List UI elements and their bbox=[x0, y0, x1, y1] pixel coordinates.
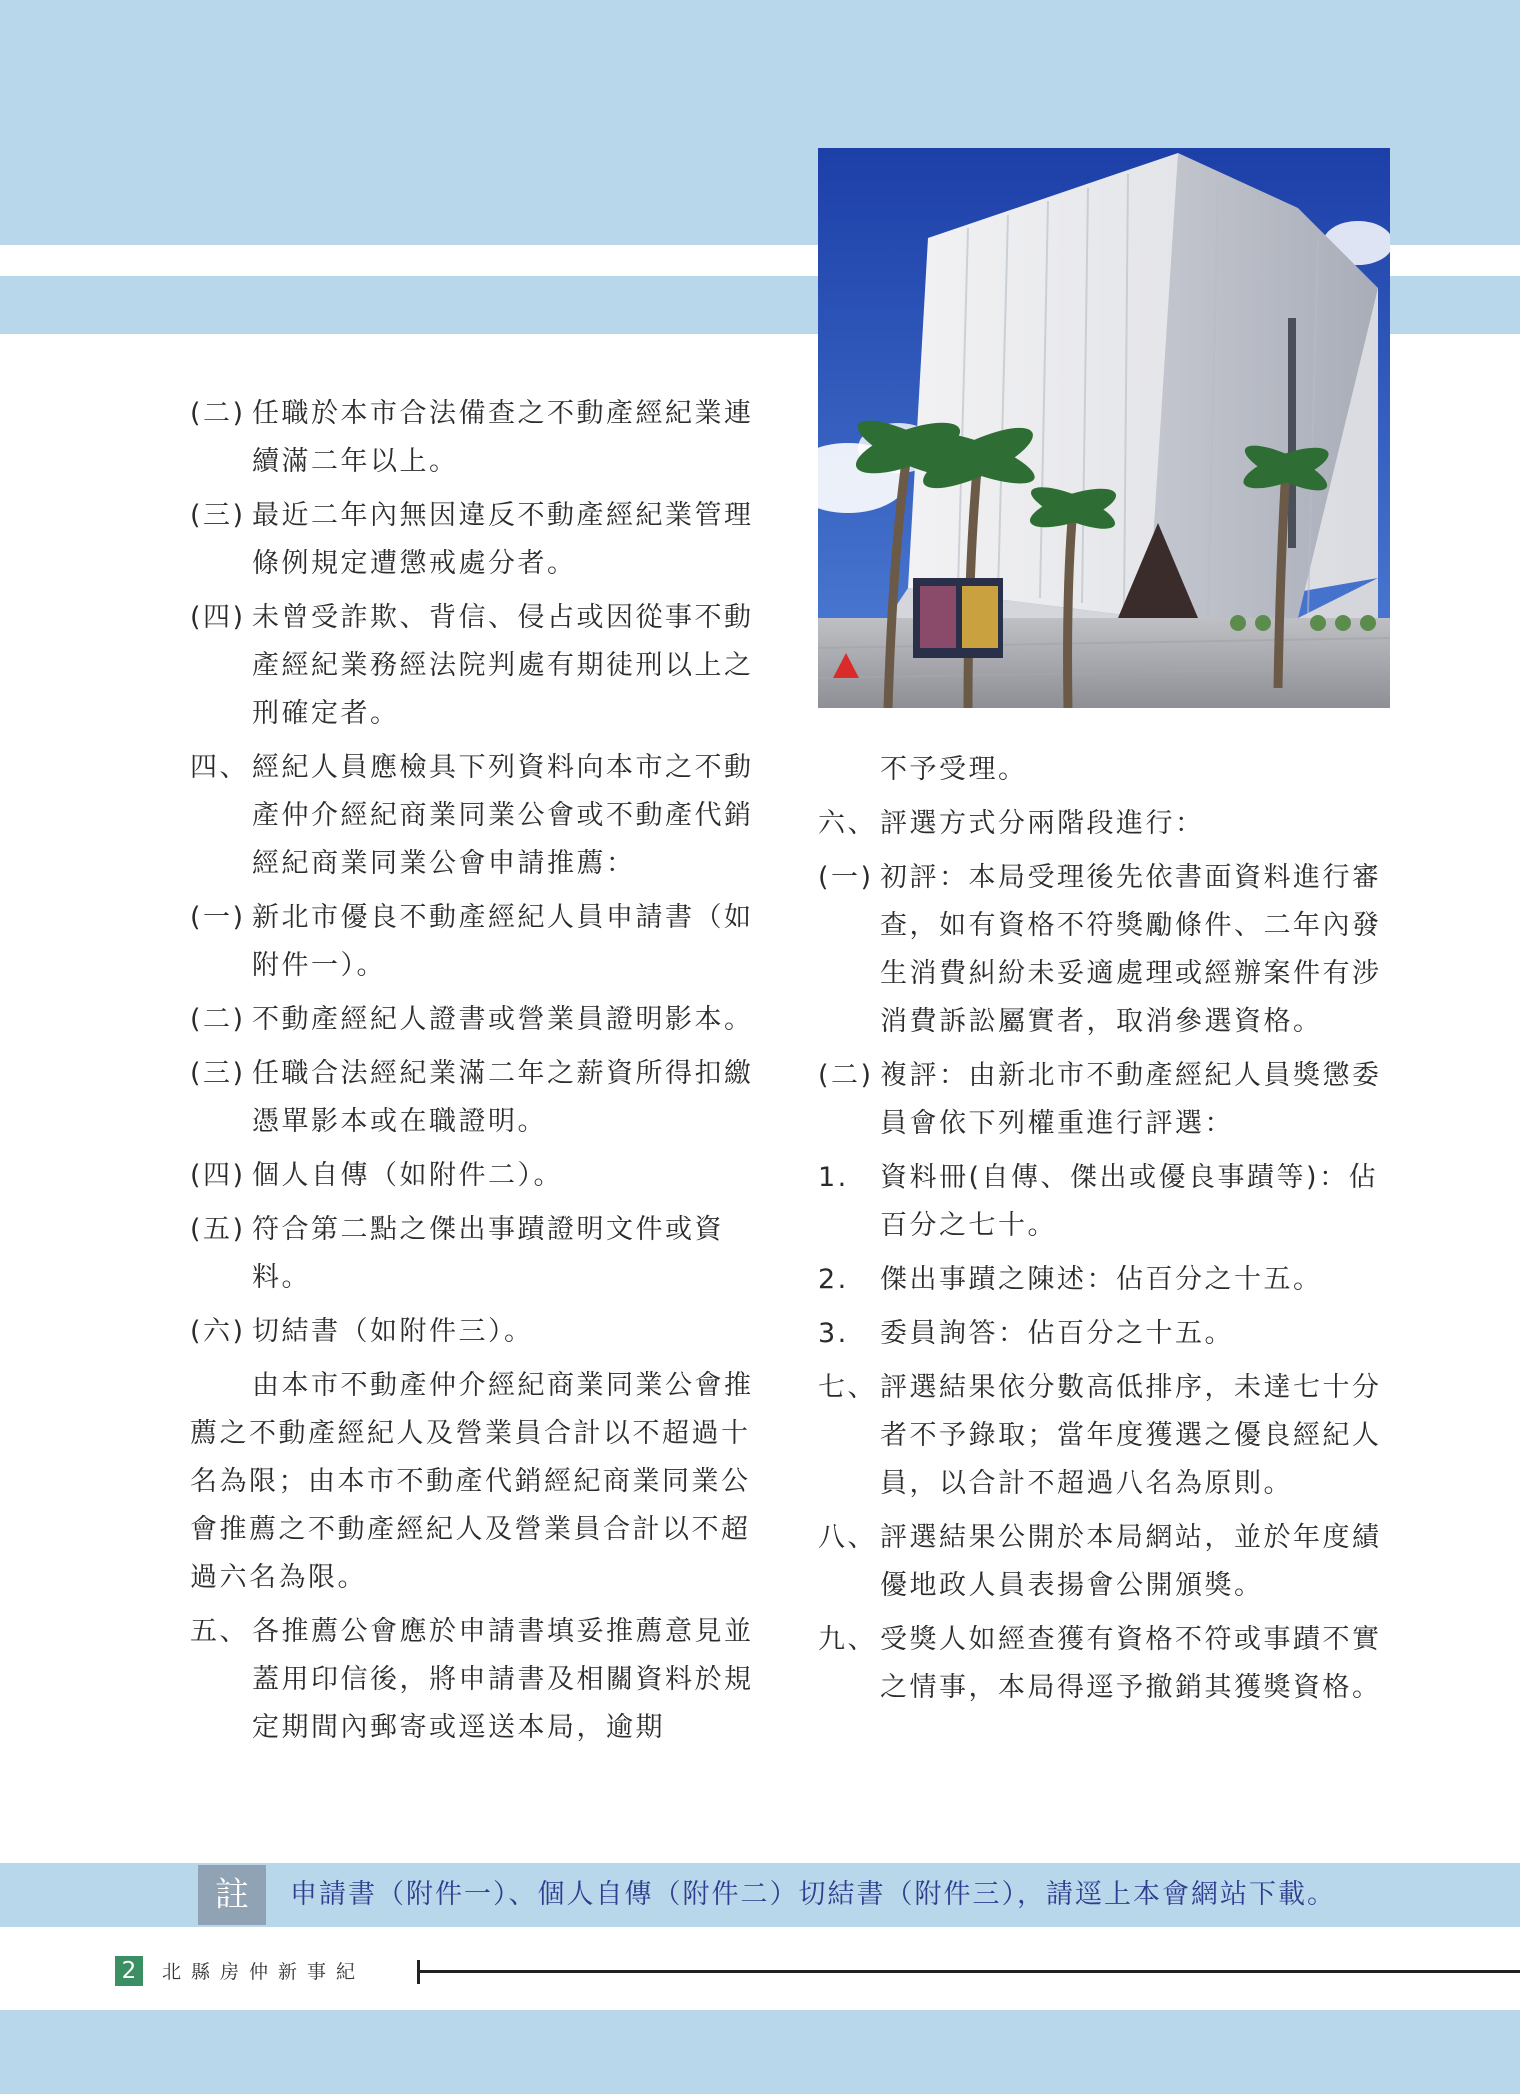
item-label: (六) bbox=[190, 1316, 246, 1347]
item-label: (二) bbox=[190, 398, 246, 429]
item-text: 切結書（如附件三）。 bbox=[252, 1316, 534, 1347]
item-text: 最近二年內無因違反不動產經紀業管理條例規定遭懲戒處分者。 bbox=[252, 500, 754, 579]
footer-rule bbox=[417, 1970, 1520, 1973]
item-text: 評選方式分兩階段進行： bbox=[880, 808, 1205, 839]
item-label: 2. bbox=[818, 1264, 849, 1295]
list-item bbox=[818, 1364, 1398, 1508]
note-text: 申請書（附件一）、個人自傳（附件二）切結書（附件三），請逕上本會網站下載。 bbox=[290, 1879, 1336, 1910]
item-label: (五) bbox=[190, 1214, 246, 1245]
list-item bbox=[190, 1608, 770, 1752]
list-item bbox=[818, 1616, 1398, 1712]
item-label: 九、 bbox=[818, 1624, 877, 1655]
item-text: 資料冊(自傳、傑出或優良事蹟等)：佔百分之七十。 bbox=[880, 1162, 1379, 1241]
item-text: 任職於本市合法備查之不動產經紀業連續滿二年以上。 bbox=[252, 398, 754, 477]
note-mark: 註 bbox=[198, 1865, 266, 1925]
list-item bbox=[190, 996, 770, 1044]
item-text: 複評：由新北市不動產經紀人員獎懲委員會依下列權重進行評選： bbox=[880, 1060, 1382, 1139]
list-item bbox=[818, 1256, 1398, 1304]
list-item bbox=[190, 1050, 770, 1146]
right-column bbox=[818, 746, 1398, 1718]
list-item bbox=[190, 1152, 770, 1200]
item-text: 傑出事蹟之陳述：佔百分之十五。 bbox=[880, 1264, 1323, 1295]
item-text: 新北市優良不動產經紀人員申請書（如附件一）。 bbox=[252, 902, 754, 981]
item-text: 個人自傳（如附件二）。 bbox=[252, 1160, 563, 1191]
item-text: 任職合法經紀業滿二年之薪資所得扣繳憑單影本或在職證明。 bbox=[252, 1058, 754, 1137]
item-label: (四) bbox=[190, 602, 246, 633]
item-label: 四、 bbox=[190, 752, 249, 783]
item-label: (二) bbox=[818, 1060, 874, 1091]
item-label: (三) bbox=[190, 1058, 246, 1089]
left-column bbox=[190, 390, 770, 1758]
item-text: 各推薦公會應於申請書填妥推薦意見並蓋用印信後，將申請書及相關資料於規定期間內郵寄或逕送本局，逾期 bbox=[252, 1616, 754, 1743]
item-label: (一) bbox=[190, 902, 246, 933]
magazine-title: 北縣房仲新事紀 bbox=[162, 1961, 366, 1983]
item-text: 初評：本局受理後先依書面資料進行審查，如有資格不符獎勵條件、二年內發生消費糾紛未妥適處理或經辦案件有涉消費訴訟屬實者，取消參選資格。 bbox=[880, 862, 1382, 1037]
building-photo bbox=[818, 148, 1390, 708]
list-item bbox=[190, 1308, 770, 1356]
list-item bbox=[190, 744, 770, 888]
footer-band bbox=[0, 2010, 1520, 2094]
item-label: 七、 bbox=[818, 1372, 877, 1403]
item-label: (四) bbox=[190, 1160, 246, 1191]
item-text: 經紀人員應檢具下列資料向本市之不動產仲介經紀商業同業公會或不動產代銷經紀商業同業公會申請推薦： bbox=[252, 752, 754, 879]
item-text: 符合第二點之傑出事蹟證明文件或資料。 bbox=[252, 1214, 724, 1293]
list-item bbox=[190, 1206, 770, 1302]
continuation-text: 不予受理。 bbox=[880, 754, 1028, 785]
list-item bbox=[818, 1310, 1398, 1358]
item-text: 委員詢答：佔百分之十五。 bbox=[880, 1318, 1234, 1349]
item-label: 3. bbox=[818, 1318, 849, 1349]
item-label: 八、 bbox=[818, 1522, 877, 1553]
page-number: 2 bbox=[115, 1956, 143, 1986]
list-item bbox=[818, 800, 1398, 848]
list-item bbox=[818, 1514, 1398, 1610]
item-text: 未曾受詐欺、背信、侵占或因從事不動產經紀業務經法院判處有期徒刑以上之刑確定者。 bbox=[252, 602, 754, 729]
list-item bbox=[190, 894, 770, 990]
item-label: 五、 bbox=[190, 1616, 249, 1647]
quota-paragraph: 由本市不動產仲介經紀商業同業公會推薦之不動產經紀人及營業員合計以不超過十名為限；由本市不動產代銷經紀商業同業公會推薦之不動產經紀人及營業員合計以不超過六名為限。 bbox=[190, 1370, 754, 1593]
item-text: 評選結果公開於本局網站，並於年度績優地政人員表揚會公開頒獎。 bbox=[880, 1522, 1382, 1601]
list-item bbox=[190, 390, 770, 486]
item-label: (二) bbox=[190, 1004, 246, 1035]
list-item bbox=[818, 1052, 1398, 1148]
item-label: 六、 bbox=[818, 808, 877, 839]
item-label: (一) bbox=[818, 862, 874, 893]
list-item bbox=[818, 1154, 1398, 1250]
item-text: 受獎人如經查獲有資格不符或事蹟不實之情事，本局得逕予撤銷其獲獎資格。 bbox=[880, 1624, 1382, 1703]
item-label: (三) bbox=[190, 500, 246, 531]
item-label: 1. bbox=[818, 1162, 849, 1193]
list-item bbox=[190, 492, 770, 588]
list-item bbox=[190, 594, 770, 738]
item-text: 評選結果依分數高低排序，未達七十分者不予錄取；當年度獲選之優良經紀人員，以合計不超過八名為原則。 bbox=[880, 1372, 1382, 1499]
item-text: 不動產經紀人證書或營業員證明影本。 bbox=[252, 1004, 754, 1035]
list-item bbox=[818, 854, 1398, 1046]
